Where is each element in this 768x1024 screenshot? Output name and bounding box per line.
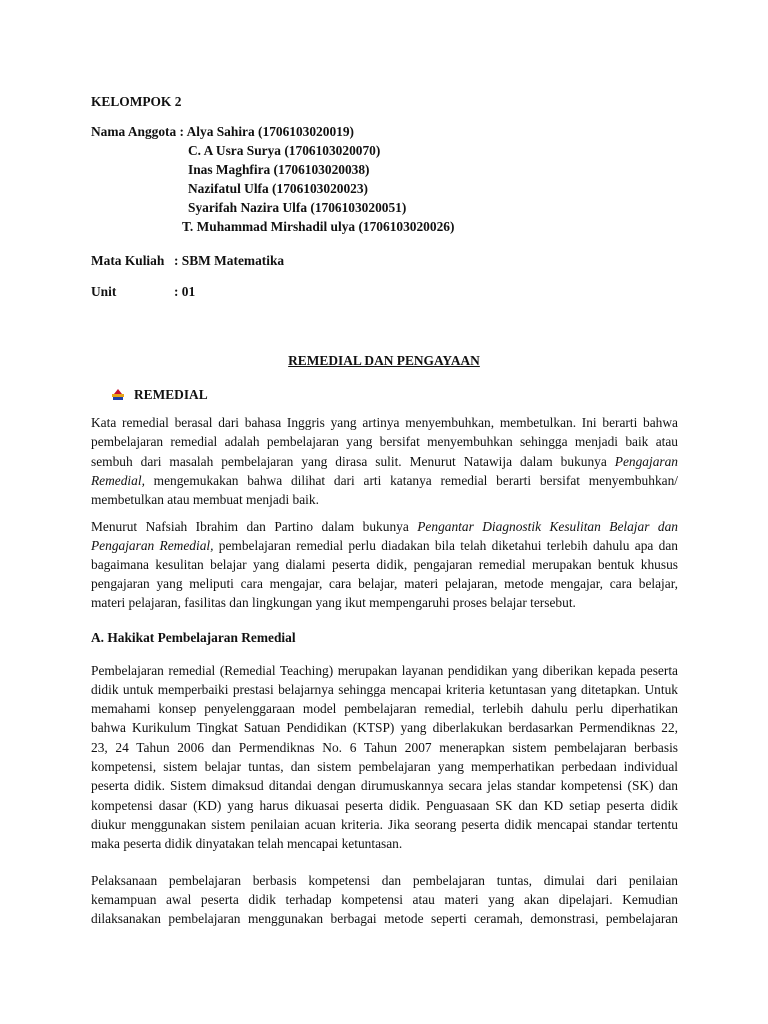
text-run: pembelajaran remedial perlu diadakan bila telah diketahui terlebih dahulu apa dan [213,538,678,553]
member-line-1 [91,124,354,140]
paragraph-line: pengajaran yang meliputi cara mengajar, cara belajar, materi pelajaran, metode mengajar, cara belajar, [91,576,678,591]
paragraph-line: 23, 24 Tahun 2006 dan Permendiknas No. 6 Tahun 2007 menerapkan sistem pembelajaran berbasis [91,740,678,755]
member-name: C. A Usra Surya (1706103020070) [188,143,381,158]
unit-label: Unit [91,284,117,299]
member-name: T. Muhammad Mirshadil ulya (1706103020026) [182,219,455,234]
book-title: Remedial, [91,473,145,488]
member-name: Syarifah Nazira Ulfa (1706103020051) [188,200,407,215]
member-name: Nazifatul Ulfa (1706103020023) [188,181,369,196]
paragraph-line: kompetensi, sistem belajar tuntas, dan sistem pembelajaran yang memperhatikan perbedaan individual [91,759,678,774]
paragraph-line [91,519,678,535]
paragraph-line: membetulkan atau membuat menjadi baik. [91,492,319,507]
text-run: mengemukakan bahwa dilihat dari arti katanya remedial berarti bersifat menyembuhkan/ [144,473,678,488]
bullet-heading: REMEDIAL [134,387,208,402]
paragraph-line: peserta didik. Sistem dimaksud ditandai dengan dirumuskannya secara jelas standar kompetensi (SK) dan [91,778,678,793]
paragraph-line [91,473,678,489]
paragraph-line [91,538,678,554]
text-run: Menurut Nafsiah Ibrahim dan Partino dalam bukunya [91,519,418,534]
group-title: KELOMPOK 2 [91,94,182,109]
section-heading: A. Hakikat Pembelajaran Remedial [91,630,296,645]
members-label: Nama Anggota : [91,124,187,139]
course-label: Mata Kuliah [91,253,165,268]
paragraph-line: bagaimana kesulitan belajar yang dialami peserta didik, pengajaran remedial merupakan bentuk khusus [91,557,678,572]
course-value: : SBM Matematika [174,253,285,268]
paragraph-line: dilaksanakan pembelajaran menggunakan berbagai metode seperti ceramah, demonstrasi, pembelajaran [91,911,678,926]
paragraph-line: didik untuk memperbaiki prestasi belajarnya sehingga mencapai kriteria ketuntasan yang ditetapkan. Untuk [91,682,678,697]
paragraph-line: memahami konsep penyelenggaraan model pembelajaran remedial, terlebih dahulu perlu diperhatikan [91,701,678,716]
book-title: Pengantar Diagnostik Kesulitan Belajar dan [417,519,678,534]
document-title: REMEDIAL DAN PENGAYAAN [288,353,480,368]
paragraph-line: diukur menggunakan sistem penilaian acuan kriteria. Jika seorang peserta didik mencapai standar tertentu [91,817,678,832]
paragraph-line: bahwa Kurikulum Tingkat Satuan Pendidikan (KTSP) yang diberlakukan berdasarkan Permendiknas 22, [91,720,678,735]
text-run: sembuh dari masalah pembelajaran yang dirasa sulit. Menurut Natawija dalam bukunya [91,454,615,469]
paragraph-line: kemampuan awal peserta didik terhadap kompetensi atau materi yang akan dipelajari. Kemudian [91,892,678,907]
book-title: Pengajaran Remedial, [91,538,214,553]
paragraph-line: maka peserta didik dinyatakan telah mencapai ketuntasan. [91,836,403,851]
bullet-icon [111,389,125,401]
paragraph-line: materi pelajaran, fasilitas dan lingkungan yang ikut mempengaruhi proses belajar tersebut. [91,595,576,610]
paragraph-line [91,454,678,470]
member-name: Alya Sahira (1706103020019) [186,124,354,139]
paragraph-line: Pembelajaran remedial (Remedial Teaching) merupakan layanan pendidikan yang diberikan kepada peserta [91,663,678,678]
member-name: Inas Maghfira (1706103020038) [188,162,370,177]
paragraph-line: Kata remedial berasal dari bahasa Inggris yang artinya menyembuhkan, membetulkan. Ini berarti bahwa [91,415,678,430]
paragraph-line: kompetensi dasar (KD) yang harus dikuasai peserta didik. Penguasaan SK dan KD setiap peserta didik [91,798,678,813]
paragraph-line: Pelaksanaan pembelajaran berbasis kompetensi dan pembelajaran tuntas, dimulai dari penilaian [91,873,678,888]
book-title: Pengajaran [614,454,678,469]
paragraph-line: pembelajaran remedial adalah pembelajaran yang bersifat menyembuhkan sehingga menjadi baik atau [91,434,678,449]
unit-value: : 01 [174,284,196,299]
